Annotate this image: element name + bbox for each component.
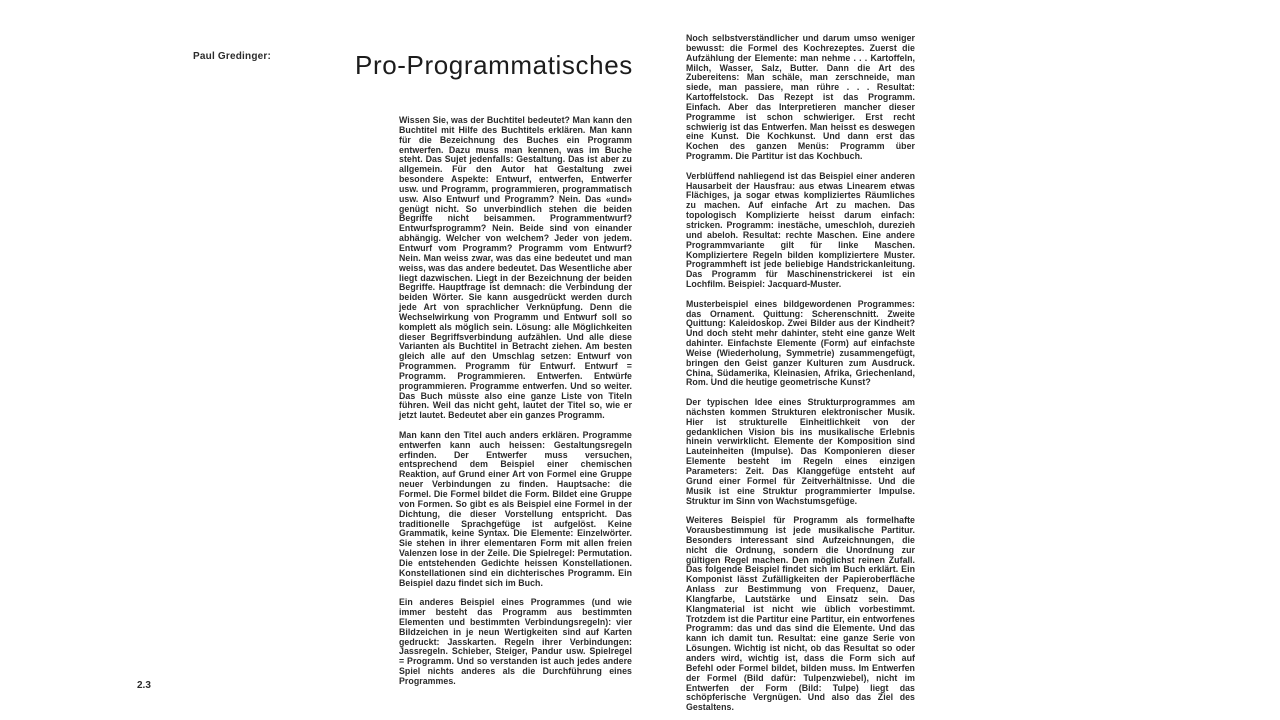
paragraph: Verblüffend nahliegend ist das Beispiel einer anderen Hausarbeit der Hausfrau: aus etwas Linearem etwas Flächiges, ja sogar etwas kompliziertes Räumliches zu machen. Auf einfache Art zu machen. Das topologisch Komplizierte heisst darum einfach: stricken. Programm: inestäche, umeschloh, durezieh und abeloh. Resultat: rechte Maschen. Eine andere Programmvariante gilt für linke Maschen. Kompliziertere Regeln bilden kompliziertere Muster. Programmheft ist jede beliebige Handstrickanleitung. Das Programm für Maschinenstrickerei ist ein Lochfilm. Beispiel: Jacquard-Muster. <box>686 170 915 290</box>
paragraph: Musterbeispiel eines bildgewordenen Programmes: das Ornament. Quittung: Scherenschnitt. Zweite Quittung: Kaleidoskop. Zwei Bilder aus der Kindheit? Und doch steht mehr dahinter, steht eine ganze Welt dahinter. Einfachste Elemente (Form) auf einfachste Weise (Wiederholung, Symmetrie) zusammengefügt, bringen den Geist ganzer Kulturen zum Ausdruck. China, Südamerika, Kleinasien, Afrika, Griechenland, Rom. Und die heutige geometrische Kunst? <box>686 298 915 388</box>
paragraph: Wissen Sie, was der Buchtitel bedeutet? Man kann den Buchtitel mit Hilfe des Buchtitels erklären. Man kann für die Bezeichnung des Buches ein Programm entwerfen. Dazu muss man kennen, was im Buche steht. Das Sujet jedenfalls: Gestaltung. Das ist aber zu allgemein. Für den Autor hat Gestaltung zwei besondere Aspekte: Entwurf, entwerfen, Entwerfer usw. und Programm, programmieren, programmatisch usw. Also Entwurf und Programm? Nein. Das «und» genügt nicht. So unverbindlich stehen die beiden Begriffe nicht beisammen. Programmentwurf? Entwurfsprogramm? Nein. Beide sind von einander abhängig. Welcher von welchem? Jeder von jedem. Entwurf vom Programm? Programm vom Entwurf? Nein. Man weiss zwar, was das eine bedeutet und man weiss, was das andere bedeutet. Das Wesentliche aber liegt dazwischen. Liegt in der Bezeichnung der beiden Begriffe. Hauptfrage ist demnach: die Verbindung der beiden Wörter. Sie kann ausgedrückt werden durch jede Art von sprachlicher Verknüpfung. Denn die Wechselwirkung von Programm und Entwurf soll so komplett als möglich sein. Lösung: alle Möglichkeiten dieser Begriffsverbindung aufzählen. Und alle diese Varianten als Buchtitel in Betracht ziehen. Am besten gleich alle auf den Umschlag setzen: Entwurf von Programmen. Programm für Entwurf. Entwurf = Programm. Programmieren. Entwerfen. Entwürfe programmieren. Programme entwerfen. Und so weiter. Das Buch müsste also eine ganze Liste von Titeln führen. Weil das nicht geht, lautet der Titel so, wie er jetzt lautet. Bedeutet aber ein ganzes Programm. <box>399 115 632 421</box>
right-text-column <box>686 34 915 713</box>
paragraph: Ein anderes Beispiel eines Programmes (und wie immer besteht das Programm aus bestimmten Elementen und bestimmten Verbindungsregeln): vier Bildzeichen in je neun Wertigkeiten sind auf Karten gedruckt: Jasskarten. Regeln ihrer Verbindungen: Jassregeln. Schieber, Steiger, Pandur usw. Spielregel = Programm. Und so verstanden ist auch jedes andere Spiel nichts anderes als die Durchführung eines Programmes. <box>399 597 632 686</box>
paragraph: Weiteres Beispiel für Programm als formelhafte Vorausbestimmung ist jede musikalische Partitur. Besonders interessant sind Aufzeichnungen, die nicht die Ordnung, sondern die Unordnung zur gültigen Regel machen. Den möglichst reinen Zufall. Das folgende Beispiel findet sich im Buch erklärt. Ein Komponist lässt Zufälligkeiten der Papieroberfläche Anlass zur Bestimmung von Frequenz, Dauer, Klangfarbe, Lautstärke und Einsatz sein. Das Klangmaterial ist nicht wie üblich vorbestimmt. Trotzdem ist die Partitur eine Partitur, ein entworfenes Programm: das und das sind die Elemente. Und das kann ich damit tun. Resultat: eine ganze Serie von Lösungen. Wichtig ist nicht, ob das Resultat so oder anders wird, wichtig ist, dass die Form sich auf Befehl oder Formel bildet, bilden muss. Im Entwerfen der Formel (Bild dafür: Tulpenzwiebel), nicht im Entwerfen der Form (Bild: Tulpe) liegt das schöpferische Vergnügen. Und also das Ziel des Gestaltens. <box>686 515 915 713</box>
paragraph: Der typischen Idee eines Strukturprogrammes am nächsten kommen Strukturen elektronischer Musik. Hier ist strukturelle Einheitlichkeit von der gedanklichen Vision bis ins musikalische Erlebnis hinein verwirklicht. Elemente der Komposition sind Lauteinheiten (Impulse). Das Komponieren dieser Elemente besteht im Regeln eines einzigen Parameters: Zeit. Das Klanggefüge entsteht auf Grund einer Formel für Zeitverhältnisse. Und die Musik ist eine Struktur programmierter Impulse. Struktur im Sinn von Wachstumsgefüge. <box>686 397 915 506</box>
paragraph: Noch selbstverständlicher und darum umso weniger bewusst: die Formel des Kochrezeptes. Zuerst die Aufzählung der Elemente: man nehme . . . Kartoffeln, Milch, Wasser, Salz, Butter. Dann die Art des Zubereitens: Man schäle, man zerschneide, man siede, man passiere, man rühre . . . Resultat: Kartoffelstock. Das Rezept ist das Programm. Einfach. Aber das Interpretieren mancher dieser Programme ist schon schwieriger. Erst recht schwierig ist das Entwerfen. Man heisst es deswegen eine Kunst. Die Kochkunst. Und dann erst das Kochen des ganzen Menüs: Programm über Programm. Die Partitur ist das Kochbuch. <box>686 33 915 162</box>
page-title: Pro-Programmatisches <box>355 50 633 81</box>
page-number: 2.3 <box>137 680 151 691</box>
paragraph: Man kann den Titel auch anders erklären. Programme entwerfen kann auch heissen: Gestaltungsregeln erfinden. Der Entwerfer muss versuchen, entsprechend dem Beispiel einer chemischen Reaktion, auf Grund einer Art von Formel eine Gruppe neuer Verbindungen zu finden. Hauptsache: die Formel. Die Formel bildet die Form. Bildet eine Gruppe von Formen. So gibt es als Beispiel eine Formel in der Dichtung, die dieser Vorstellung entspricht. Das traditionelle Sprachgefüge ist aufgelöst. Keine Grammatik, keine Syntax. Die Elemente: Einzelwörter. Sie stehen in ihrer elementaren Form mit allen freien Valenzen lose in der Zeile. Die Spielregel: Permutation. Die entstehenden Gedichte heissen Konstellationen. Konstellationen sind ein dichterisches Programm. Ein Beispiel dazu findet sich im Buch. <box>399 429 632 588</box>
author-byline: Paul Gredinger: <box>193 51 272 62</box>
left-text-column <box>399 116 632 687</box>
